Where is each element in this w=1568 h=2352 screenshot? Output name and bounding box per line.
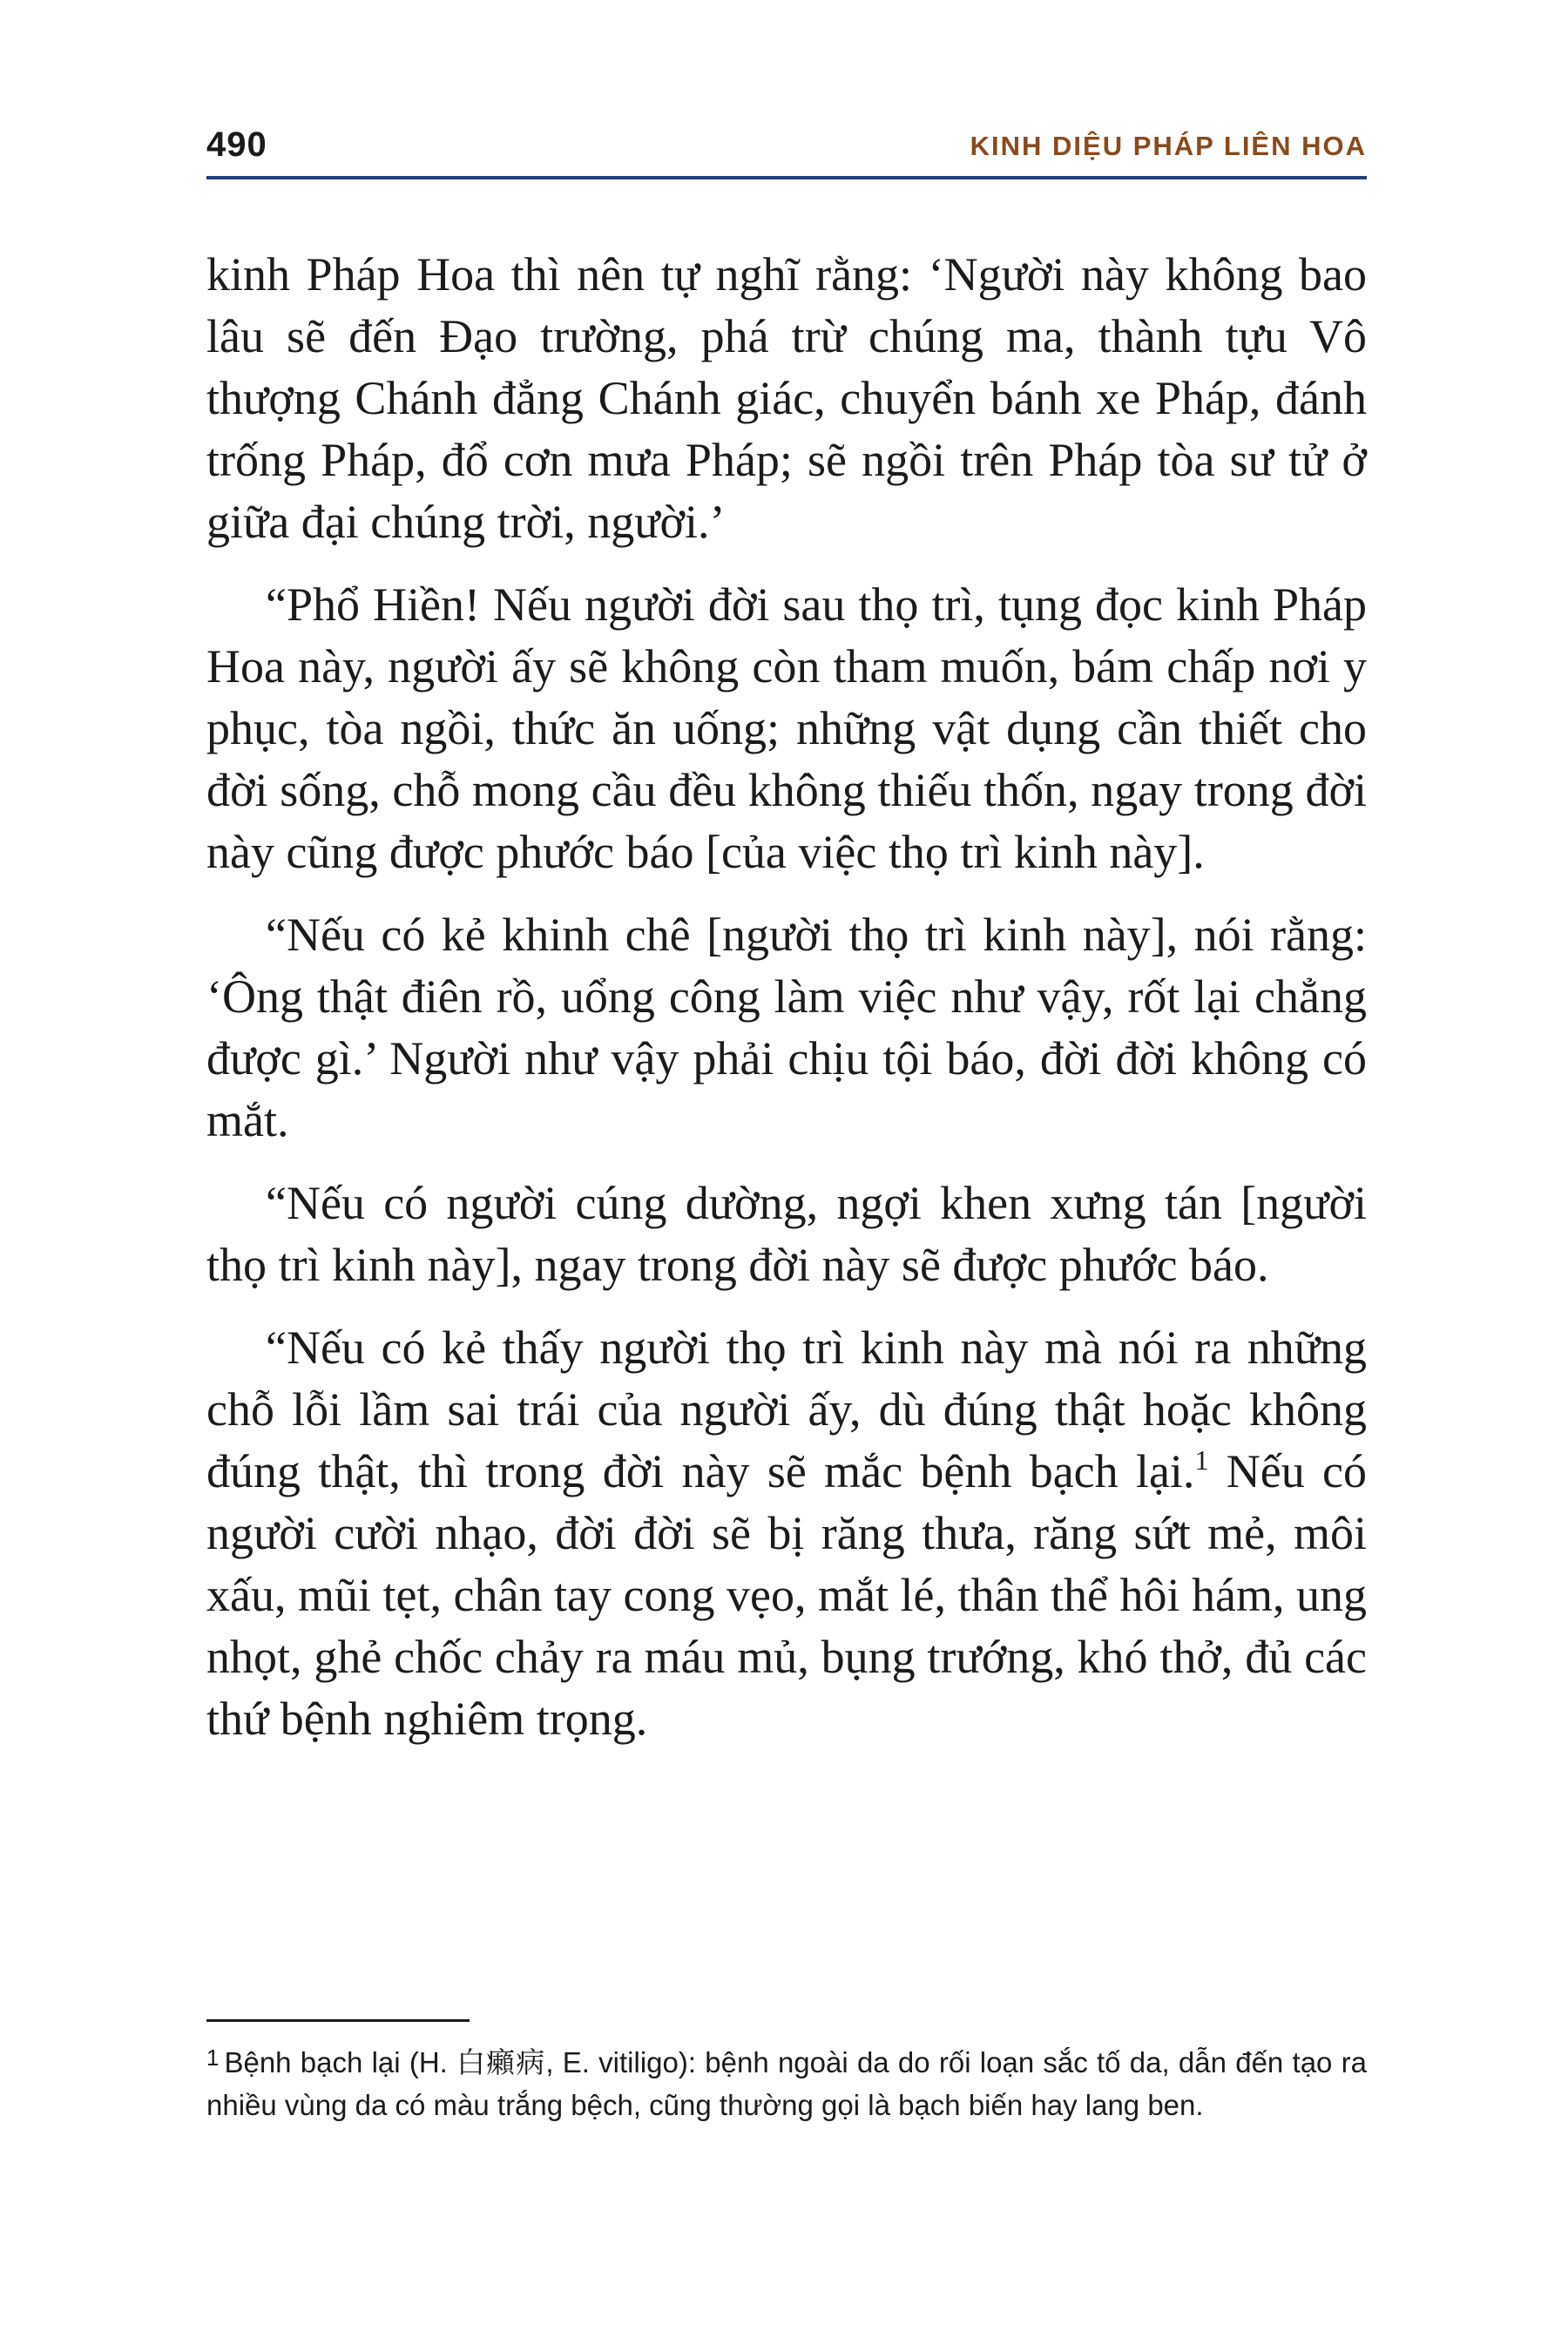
page-header (206, 122, 1367, 174)
footnote-number: 1 (206, 2044, 220, 2071)
header-rule (206, 176, 1367, 179)
footnote-rule (206, 2019, 470, 2022)
paragraph-1: kinh Pháp Hoa thì nên tự nghĩ rằng: ‘Người này không bao lâu sẽ đến Đạo trường, phá trừ chúng ma, thành tựu Vô thượng Chánh đẳng Chánh giác, chuyển bánh xe Pháp, đánh trống Pháp, đổ cơn mưa Pháp; sẽ ngồi trên Pháp tòa sư tử ở giữa đại chúng trời, người.’ (206, 248, 1367, 548)
paragraph-5-text-b: Nếu có người cười nhạo, đời đời sẽ bị răng thưa, răng sứt mẻ, môi xấu, mũi tẹt, chân tay cong vẹo, mắt lé, thân thể hôi hám, ung nhọt, ghẻ chốc chảy ra máu mủ, bụng trướng, khó thở, đủ các thứ bệnh nghiêm trọng. (206, 1445, 1367, 1745)
paragraph-5 (206, 1317, 1367, 1750)
footnote (206, 2037, 1367, 2126)
paragraph-3: “Nếu có kẻ khinh chê [người thọ trì kinh này], nói rằng: ‘Ông thật điên rồ, uổng công làm việc như vậy, rốt lại chẳng được gì.’ Người như vậy phải chịu tội báo, đời đời không có mắt. (206, 909, 1367, 1146)
page-number: 490 (206, 125, 267, 164)
footnote-text: Bệnh bạch lại (H. 白癩病, E. vitiligo): bệnh ngoài da do rối loạn sắc tố da, dẫn đến tạo ra nhiều vùng da có màu trắng bệch, cũng thường gọi là bạch biến hay lang ben. (206, 2046, 1367, 2121)
paragraph-4: “Nếu có người cúng dường, ngợi khen xưng tán [người thọ trì kinh này], ngay trong đời này sẽ được phước báo. (206, 1177, 1367, 1291)
paragraph-2: “Phổ Hiền! Nếu người đời sau thọ trì, tụng đọc kinh Pháp Hoa này, người ấy sẽ không còn tham muốn, bám chấp nơi y phục, tòa ngồi, thức ăn uống; những vật dụng cần thiết cho đời sống, chỗ mong cầu đều không thiếu thốn, ngay trong đời này cũng được phước báo [của việc thọ trì kinh này]. (206, 578, 1367, 878)
running-title: KINH DIỆU PHÁP LIÊN HOA (970, 131, 1367, 161)
paragraph-5-text-a: “Nếu có kẻ thấy người thọ trì kinh này mà nói ra những chỗ lỗi lầm sai trái của người ấy, dù đúng thật hoặc không đúng thật, thì trong đời này sẽ mắc bệnh bạch lại. (206, 1321, 1367, 1497)
footnote-marker[interactable]: 1 (1194, 1444, 1209, 1476)
main-text (206, 244, 1367, 1771)
